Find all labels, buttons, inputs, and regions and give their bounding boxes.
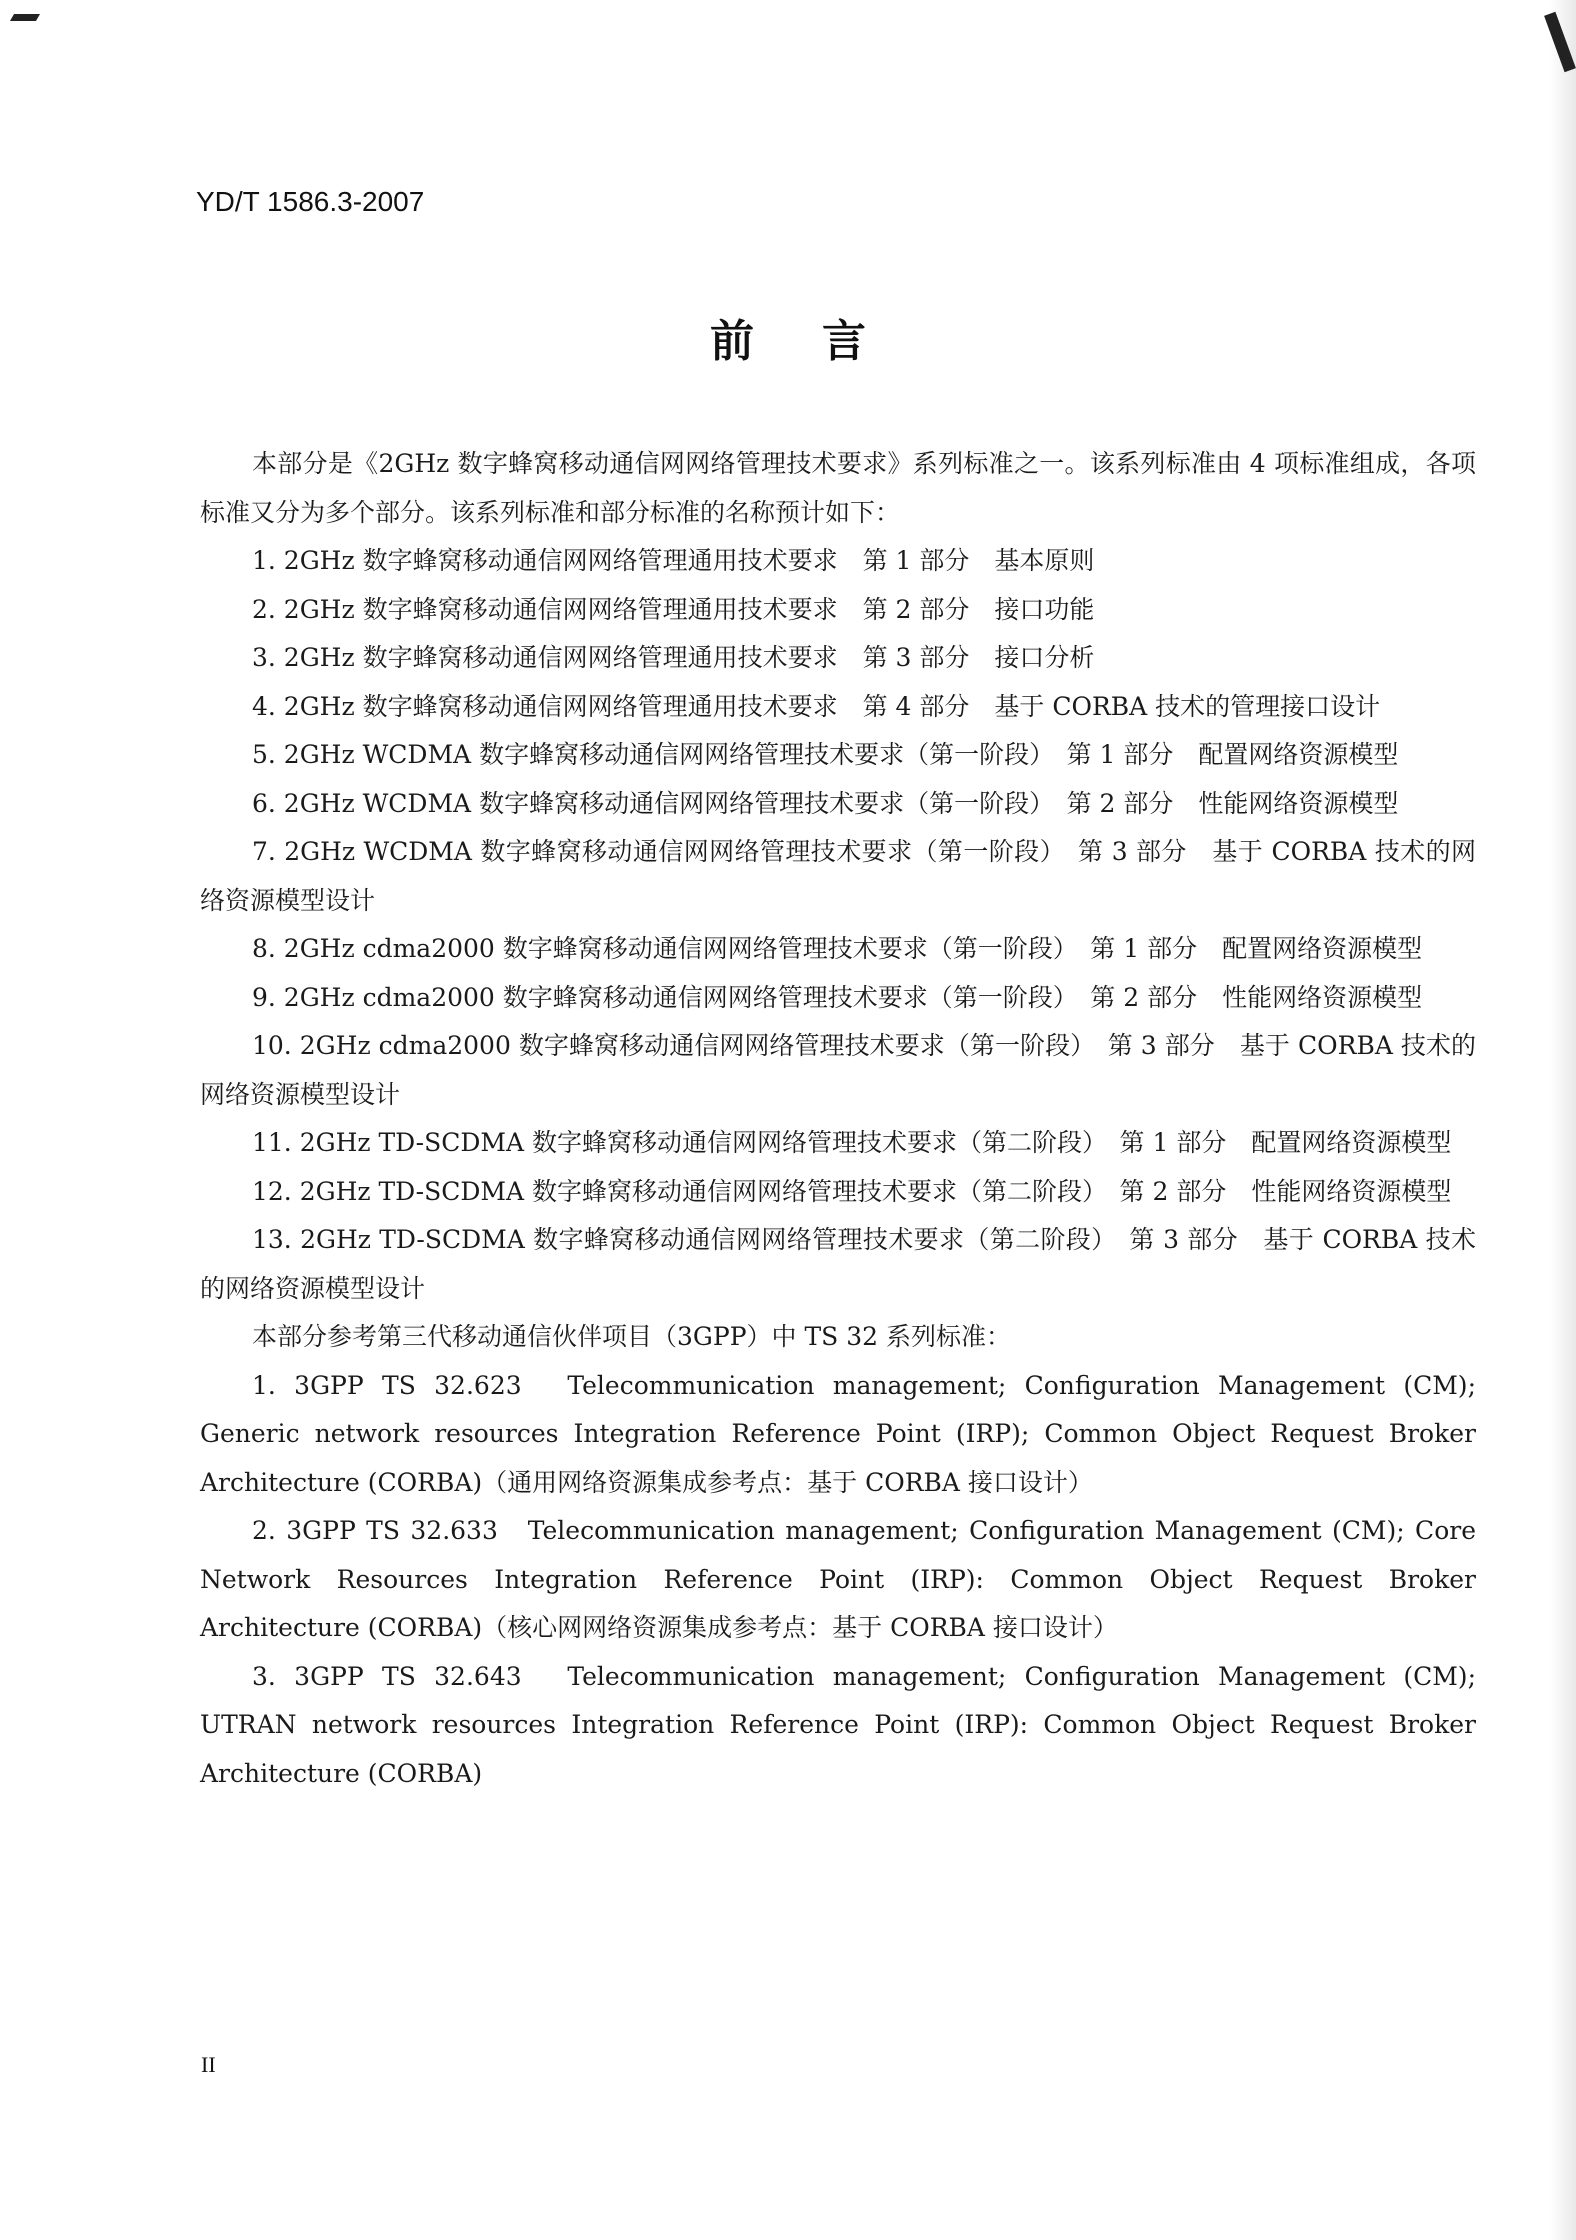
list-item: 9. 2GHz cdma2000 数字蜂窝移动通信网网络管理技术要求（第一阶段） 第 2 部分 性能网络资源模型 <box>252 982 1423 1012</box>
list-item: 2. 2GHz 数字蜂窝移动通信网网络管理通用技术要求 第 2 部分 接口功能 <box>252 594 1095 624</box>
list-item: 13. 2GHz TD-SCDMA 数字蜂窝移动通信网网络管理技术要求（第二阶段） 第 3 部分 基于 CORBA 技术的网络资源模型设计 <box>200 1225 1476 1303</box>
list-item: 10. 2GHz cdma2000 数字蜂窝移动通信网网络管理技术要求（第一阶段） 第 3 部分 基于 CORBA 技术的网络资源模型设计 <box>200 1031 1476 1109</box>
list-item: 12. 2GHz TD-SCDMA 数字蜂窝移动通信网网络管理技术要求（第二阶段） 第 2 部分 性能网络资源模型 <box>252 1176 1452 1206</box>
reference-item: 3. 3GPP TS 32.643 Telecommunication management; Configuration Management (CM); UTRAN network resources Integration Reference Point (IRP): Common Object Request Broker Architecture (CORBA) <box>200 1661 1476 1788</box>
intro-paragraph: 本部分是《2GHz 数字蜂窝移动通信网网络管理技术要求》系列标准之一。该系列标准由 4 项标准组成，各项标准又分为多个部分。该系列标准和部分标准的名称预计如下： <box>200 449 1476 527</box>
list-item: 3. 2GHz 数字蜂窝移动通信网网络管理通用技术要求 第 3 部分 接口分析 <box>252 643 1095 672</box>
list-item: 5. 2GHz WCDMA 数字蜂窝移动通信网网络管理技术要求（第一阶段） 第 1 部分 配置网络资源模型 <box>252 740 1399 769</box>
list-item: 8. 2GHz cdma2000 数字蜂窝移动通信网网络管理技术要求（第一阶段） 第 1 部分 配置网络资源模型 <box>252 934 1423 963</box>
list-item: 6. 2GHz WCDMA 数字蜂窝移动通信网网络管理技术要求（第一阶段） 第 2 部分 性能网络资源模型 <box>252 788 1399 818</box>
reference-item: 1. 3GPP TS 32.623 Telecommunication management; Configuration Management (CM); Generic network resources Integration Reference Point (IRP); Common Object Request Broker Architecture (CORBA)（通用网络资源集成参考点：基于 CORBA 接口设计） <box>200 1370 1476 1497</box>
list-item: 11. 2GHz TD-SCDMA 数字蜂窝移动通信网网络管理技术要求（第二阶段） 第 1 部分 配置网络资源模型 <box>252 1128 1452 1157</box>
list-item: 7. 2GHz WCDMA 数字蜂窝移动通信网网络管理技术要求（第一阶段） 第 3 部分 基于 CORBA 技术的网络资源模型设计 <box>200 837 1476 915</box>
reference-item: 2. 3GPP TS 32.633 Telecommunication management; Configuration Management (CM); Core Network Resources Integration Reference Point (IRP): Common Object Request Broker Architecture (CORBA)（核心网网络资源集成参考点：基于 CORBA 接口设计） <box>200 1516 1476 1642</box>
list-item: 1. 2GHz 数字蜂窝移动通信网网络管理通用技术要求 第 1 部分 基本原则 <box>252 546 1095 575</box>
reference-intro-paragraph: 本部分参考第三代移动通信伙伴项目（3GPP）中 TS 32 系列标准： <box>252 1322 1011 1351</box>
page-number: II <box>201 2052 216 2077</box>
document-code: YD/T 1586.3-2007 <box>196 186 425 217</box>
foreword-body <box>200 440 1476 1798</box>
list-item: 4. 2GHz 数字蜂窝移动通信网网络管理通用技术要求 第 4 部分 基于 CORBA 技术的管理接口设计 <box>252 691 1381 721</box>
scan-corner-mark <box>10 14 40 21</box>
section-title: 前言 <box>710 316 934 367</box>
